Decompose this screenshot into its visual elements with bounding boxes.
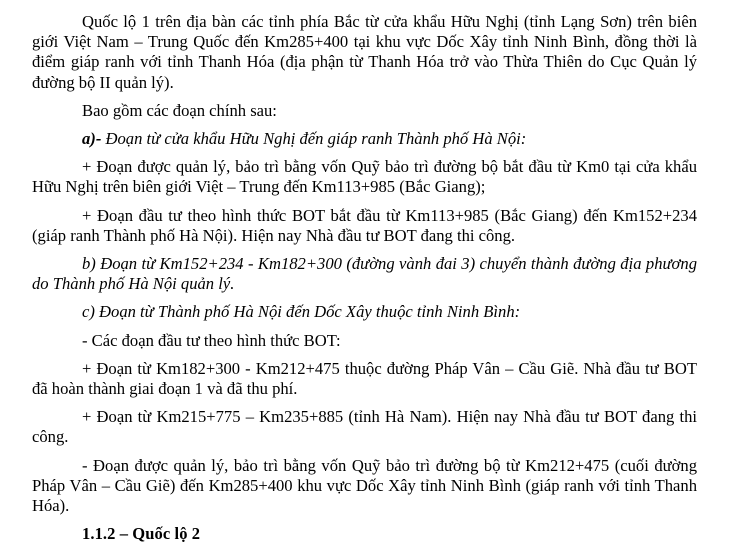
list-item-a bbox=[32, 129, 697, 149]
paragraph-includes: Bao gồm các đoạn chính sau: bbox=[82, 100, 277, 120]
list-item-b: b) Đoạn từ Km152+234 - Km182+300 (đường vành đai 3) chuyển thành đường địa phương do Thành phố Hà Nội quản lý. bbox=[32, 254, 697, 294]
paragraph-intro: Quốc lộ 1 trên địa bàn các tỉnh phía Bắc từ cửa khẩu Hữu Nghị (tỉnh Lạng Sơn) trên biên giới Việt Nam – Trung Quốc đến Km285+400 tại khu vực Dốc Xây tỉnh Ninh Bình, đồng thời là điểm giáp ranh với tỉnh Thanh Hóa (địa phận từ Thanh Hóa trở vào Thừa Thiên do Cục Quản lý đường bộ II quản lý). bbox=[32, 12, 697, 92]
next-section-heading-partial: 1.1.2 – Quốc lộ 2 bbox=[82, 524, 201, 544]
list-item-a-text: Đoạn từ cửa khẩu Hữu Nghị đến giáp ranh Thành phố Hà Nội: bbox=[101, 129, 527, 149]
section-heading bbox=[32, 0, 697, 4]
dash-c-2: - Đoạn được quản lý, bảo trì bằng vốn Quỹ bảo trì đường bộ từ Km212+475 (cuối đường Pháp Vân – Cầu Giẽ) đến Km285+400 khu vực Dốc Xây tỉnh Ninh Bình (giáp ranh với tỉnh Thanh Hóa). bbox=[32, 455, 697, 516]
list-item-c: c) Đoạn từ Thành phố Hà Nội đến Dốc Xây thuộc tỉnh Ninh Bình: bbox=[82, 302, 521, 322]
dash-c-1: - Các đoạn đầu tư theo hình thức BOT: bbox=[82, 330, 341, 350]
page-content bbox=[32, 0, 697, 544]
bullet-c-1: + Đoạn từ Km182+300 - Km212+475 thuộc đường Pháp Vân – Cầu Giẽ. Nhà đầu tư BOT đã hoàn thành giai đoạn 1 và đã thu phí. bbox=[32, 358, 697, 399]
bullet-a-1: + Đoạn được quản lý, bảo trì bằng vốn Quỹ bảo trì đường bộ bắt đầu từ Km0 tại cửa khẩu Hữu Nghị trên biên giới Việt – Trung đến Km113+985 (Bắc Giang); bbox=[32, 157, 697, 197]
bullet-c-2: + Đoạn từ Km215+775 – Km235+885 (tỉnh Hà Nam). Hiện nay Nhà đầu tư BOT đang thi công. bbox=[32, 407, 697, 447]
bullet-a-2: + Đoạn đầu tư theo hình thức BOT bắt đầu từ Km113+985 (Bắc Giang) đến Km152+234 (giáp ranh Thành phố Hà Nội). Hiện nay Nhà đầu tư BOT đang thi công. bbox=[32, 205, 697, 245]
list-item-a-label: a)- bbox=[82, 129, 102, 149]
